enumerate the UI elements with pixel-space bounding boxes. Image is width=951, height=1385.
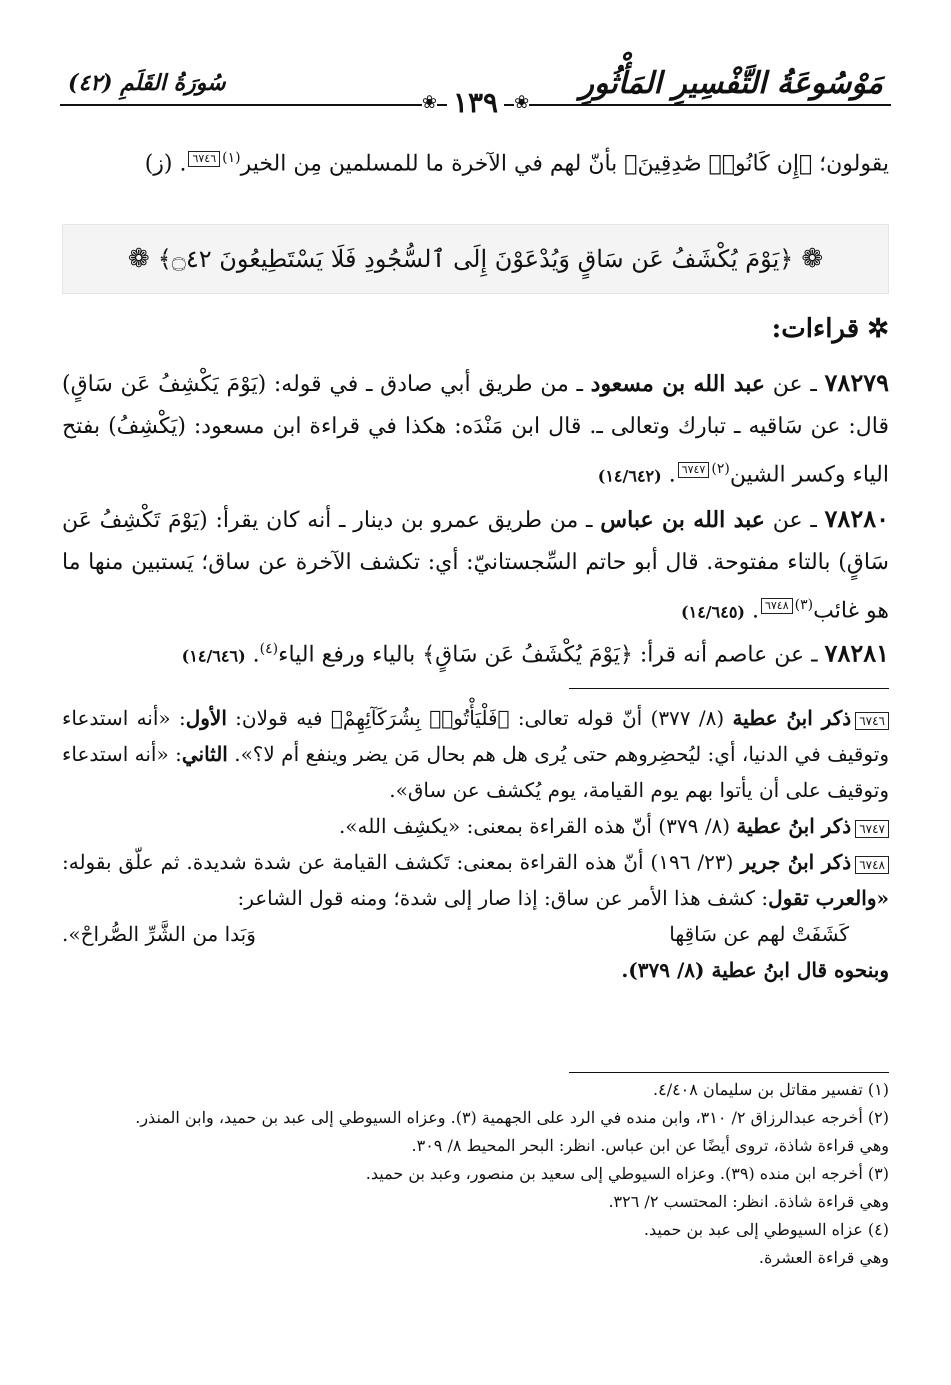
footnote-marker: (٣) xyxy=(794,597,814,613)
note-6747: ٦٧٤٧ذكر ابنُ عطية (٨/ ٣٧٩) أنّ هذه القراءة بمعنى: «يكشِف الله». xyxy=(62,808,889,844)
footnote-line: (١) تفسير مقاتل بن سليمان ٤/٤٠٨. xyxy=(653,1080,889,1099)
footnote-marker: (١) xyxy=(222,150,241,166)
ornament-icon: ❀ xyxy=(514,92,530,113)
poem-hemistich-1: كَشَفَتْ لهم عن سَاقِها xyxy=(669,922,849,946)
opening-paragraph: يقولون؛ ﴿إِن كَانُوا۟ صَٰدِقِينَ﴾ بأنّ لهم في الآخرة ما للمسلمين مِن الخير$^{(١)}$٦٧٤٦. (ز) xyxy=(144,150,889,177)
narration-78279: ٧٨٢٧٩ ـ عن عبد الله بن مسعود ـ من طريق أبي صادق ـ في قوله: (يَوْمَ يَكْشِفُ عَن سَاقٍ) قال: عن سَاقيه ـ تبارك وتعالى ـ. قال ابن مَنْدَه: هكذا في قراءة ابن مسعود: (يَكْشِفُ) بفتح الياء وكسر الشين$^{(٢)}$٦٧٤٧. (١٤/٦٤٢) xyxy=(62,368,889,488)
page-header xyxy=(60,62,891,119)
narrator-name: عبد الله بن عباس xyxy=(600,507,765,533)
note-tag: ٦٧٤٨ xyxy=(855,856,889,874)
footnote-line: وهي قراءة شاذة، تروى أيضًا عن ابن عباس. انظر: البحر المحيط ٨/ ٣٠٩. xyxy=(411,1136,889,1155)
cross-reference: ٦٧٤٦ xyxy=(188,151,220,167)
verse-ornament-icon: ❁ xyxy=(801,244,824,274)
footnote-line: (٣) أخرجه ابن منده (٣٩). وعزاه السيوطي إلى سعيد بن منصور، وعبد بن حميد. xyxy=(365,1164,889,1183)
source-ref: (١٤/٦٤٢) xyxy=(597,466,662,486)
note-6748: ٦٧٤٨ذكر ابنُ جرير (٢٣/ ١٩٦) أنّ هذه القراءة بمعنى: تَكشف القيامة عن شدة شديدة. ثم علّق بقوله: «والعرب تقول: كشف هذا الأمر عن ساق: إذا صار إلى شدة؛ ومنه قول الشاعر: xyxy=(62,850,889,910)
ornament-icon: ❀ xyxy=(421,92,437,113)
footnote-line: (٤) عزاه السيوطي إلى عبد بن حميد. xyxy=(643,1220,889,1239)
quran-verse-box xyxy=(62,224,889,294)
notes-divider xyxy=(569,688,889,689)
commentary-notes xyxy=(62,700,889,988)
cross-reference: ٦٧٤٨ xyxy=(761,598,793,614)
note-6748-tail: وبنحوه قال ابنُ عطية (٨/ ٣٧٩). xyxy=(621,958,889,982)
footnote-marker: (٤) xyxy=(259,641,279,657)
surah-title: سُورَةُ القَلَمِ (٤٢) xyxy=(68,70,226,96)
section-heading xyxy=(772,314,889,344)
star-ornament-icon: ✲ xyxy=(867,314,889,344)
quran-verse: ﴿يَوْمَ يُكْشَفُ عَن سَاقٍ وَيُدْعَوْنَ إِلَى ٱلسُّجُودِ فَلَا يَسْتَطِيعُونَ ۝٤٢﴾ xyxy=(157,245,794,273)
footnote-line: وهي قراءة العشرة. xyxy=(758,1248,889,1267)
note-tag: ٦٧٤٧ xyxy=(855,820,889,838)
narration-number: ٧٨٢٧٩ xyxy=(824,368,889,397)
footnote-line: (٢) أخرجه عبدالرزاق ٢/ ٣١٠، وابن منده في الرد على الجهمية (٣). وعزاه السيوطي إلى عبد بن حميد، وابن المنذر. xyxy=(135,1108,889,1127)
book-title: مَوْسُوعَةُ التَّفْسِيرِ المَأْثُورِ xyxy=(579,66,883,101)
narration-number: ٧٨٢٨٠ xyxy=(824,504,889,533)
footnote-marker: (٢) xyxy=(711,461,730,477)
note-tag: ٦٧٤٦ xyxy=(855,712,889,730)
source-ref: (١٤/٦٤٥) xyxy=(681,602,745,622)
narration-number: ٧٨٢٨١ xyxy=(824,638,889,668)
note-6746: ٦٧٤٦ذكر ابنُ عطية (٨/ ٣٧٧) أنّ قوله تعالى: ﴿فَلْيَأْتُوا۟ بِشُرَكَآئِهِمْ﴾ فيه قولان: الأول: «أنه استدعاء وتوقيف في الدنيا، أي: ليُحضِروهم حتى يُرى هل هم بحال مَن يضر وينفع أم لا؟». الثاني: «أنه استدعاء وتوقيف على أن يأتوا بهم يوم القيامة، يوم يُكشف عن ساق». xyxy=(62,706,889,802)
footnotes-divider xyxy=(569,1072,889,1073)
footnote-line: وهي قراءة شاذة. انظر: المحتسب ٢/ ٣٢٦. xyxy=(608,1192,889,1211)
narration-78281: ٧٨٢٨١ ـ عن عاصم أنه قرأ: ﴿يَوْمَ يُكْشَفُ عَن سَاقٍ﴾ بالياء ورفع الياء$^{(٤)}$. (١٤/٦٤٦) xyxy=(181,638,889,668)
source-ref: (١٤/٦٤٦) xyxy=(181,646,246,666)
verse-ornament-icon: ❁ xyxy=(127,244,150,274)
narration-78280: ٧٨٢٨٠ ـ عن عبد الله بن عباس ـ من طريق عمرو بن دينار ـ أنه كان يقرأ: (يَوْمَ تَكْشِفُ عَن سَاقٍ) بالتاء مفتوحة. قال أبو حاتم السِّجستانيّ: أي: تكشف الآخرة عن ساق؛ يَستبين منها ما هو غائب$^{(٣)}$٦٧٤٨. (١٤/٦٤٥) xyxy=(62,504,889,624)
cross-reference: ٦٧٤٧ xyxy=(678,462,710,478)
poem-verse xyxy=(62,916,889,952)
poem-hemistich-2: وَبَدا من الشَّرِّ الصُّراحْ». xyxy=(62,922,256,946)
page-number: ١٣٩ xyxy=(447,86,504,119)
footnotes xyxy=(62,1076,889,1272)
narrator-name: عبد الله بن مسعود xyxy=(590,371,766,397)
section-title: قراءات: xyxy=(771,314,860,344)
